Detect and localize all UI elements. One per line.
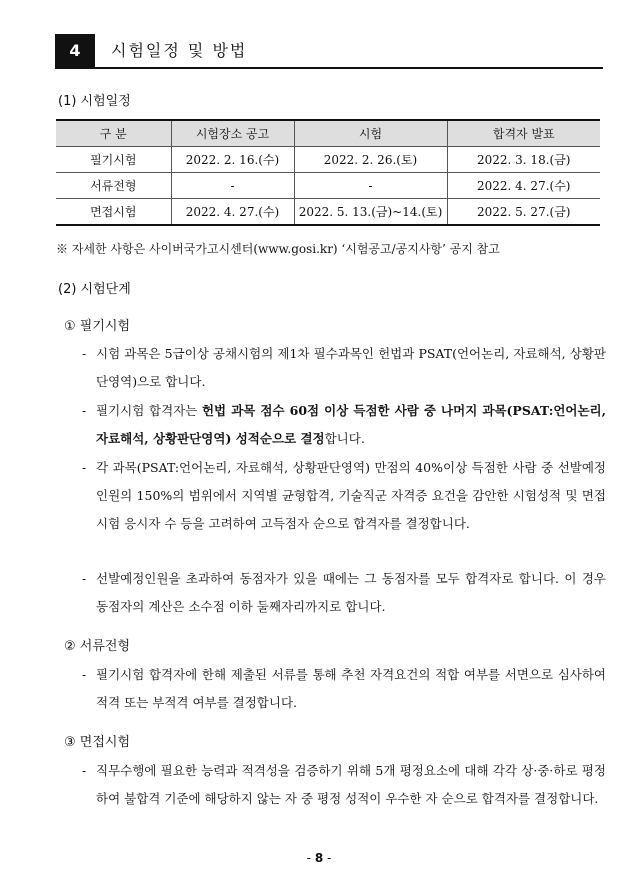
bullet-dash: -: [82, 571, 87, 586]
list-item: - 필기시험 합격자에 한해 제출된 서류를 통해 추천 자격요건의 적합 여부를 서면으로 심사하여 적격 또는 부적격 여부를 결정합니다.: [82, 661, 606, 717]
interview-heading: ③ 면접시험: [64, 735, 131, 750]
schedule-note: ※ 자세한 사항은 사이버국가고시센터(www.gosi.kr) ‘시험공고/공지사항’ 공지 참고: [56, 242, 500, 256]
header-category: 구 분: [56, 120, 171, 147]
header-result: 합격자 발표: [447, 120, 600, 147]
bullet-dash: -: [82, 403, 87, 418]
section-header: [55, 34, 603, 68]
list-item: - 각 과목(PSAT:언어논리, 자료해석, 상황판단영역) 만점의 40%이상 득점한 사람 중 선발예정인원의 150%의 범위에서 지역별 균형합격, 기술직군 자격증 요건을 감안한 시험성적 및 면접시험 응시자 수 등을 고려하여 고득점자 순으로 합격자를 결정합니다.: [82, 454, 606, 538]
bullet-dash: -: [82, 763, 87, 778]
table-header-row: [56, 120, 600, 147]
table-cell: 2022. 2. 16.(수): [171, 147, 294, 173]
table-row: [56, 173, 600, 199]
section-number-badge: 4: [55, 34, 95, 67]
list-item: - 직무수행에 필요한 능력과 적격성을 검증하기 위해 5개 평정요소에 대해 각각 상·중·하로 평정하여 불합격 기준에 해당하지 않는 자 중 평정 성적이 우수한 자 순으로 합격자를 결정합니다.: [82, 757, 606, 813]
section-divider: [55, 67, 603, 69]
table-cell: 2022. 2. 26.(토): [294, 147, 447, 173]
header-venue-notice: 시험장소 공고: [171, 120, 294, 147]
bullet-dash: -: [82, 667, 87, 682]
bullet-dash: -: [82, 460, 87, 475]
header-exam: 시험: [294, 120, 447, 147]
table-cell: 2022. 5. 27.(금): [447, 199, 600, 226]
page-number: - 8 -: [306, 851, 332, 865]
bullet-dash: -: [82, 346, 87, 361]
section-title: 시험일정 및 방법: [111, 41, 248, 60]
list-item: - 필기시험 합격자는 헌법 과목 점수 60점 이상 득점한 사람 중 나머지 과목(PSAT:언어논리, 자료해석, 상황판단영역) 성적순으로 결정합니다.: [82, 397, 606, 453]
table-cell: 2022. 3. 18.(금): [447, 147, 600, 173]
table-row: [56, 199, 600, 226]
table-row: [56, 147, 600, 173]
list-item: - 선발예정인원을 초과하여 동점자가 있을 때에는 그 동점자를 모두 합격자로 합니다. 이 경우 동점자의 계산은 소수점 이하 둘째자리까지로 합니다.: [82, 565, 606, 621]
table-cell: 2022. 5. 13.(금)~14.(토): [294, 199, 447, 226]
written-exam-heading: ① 필기시험: [64, 319, 131, 334]
schedule-heading: (1) 시험일정: [58, 94, 131, 109]
table-cell: 필기시험: [56, 147, 171, 173]
schedule-table: [56, 119, 600, 226]
table-cell: 2022. 4. 27.(수): [447, 173, 600, 199]
document-screening-heading: ② 서류전형: [64, 639, 131, 654]
table-cell: -: [171, 173, 294, 199]
stages-heading: (2) 시험단계: [58, 282, 131, 297]
table-cell: 면접시험: [56, 199, 171, 226]
table-cell: -: [294, 173, 447, 199]
table-cell: 2022. 4. 27.(수): [171, 199, 294, 226]
list-item: - 시험 과목은 5급이상 공채시험의 제1차 필수과목인 헌법과 PSAT(언어논리, 자료해석, 상황판단영역)으로 합니다.: [82, 340, 606, 396]
table-cell: 서류전형: [56, 173, 171, 199]
